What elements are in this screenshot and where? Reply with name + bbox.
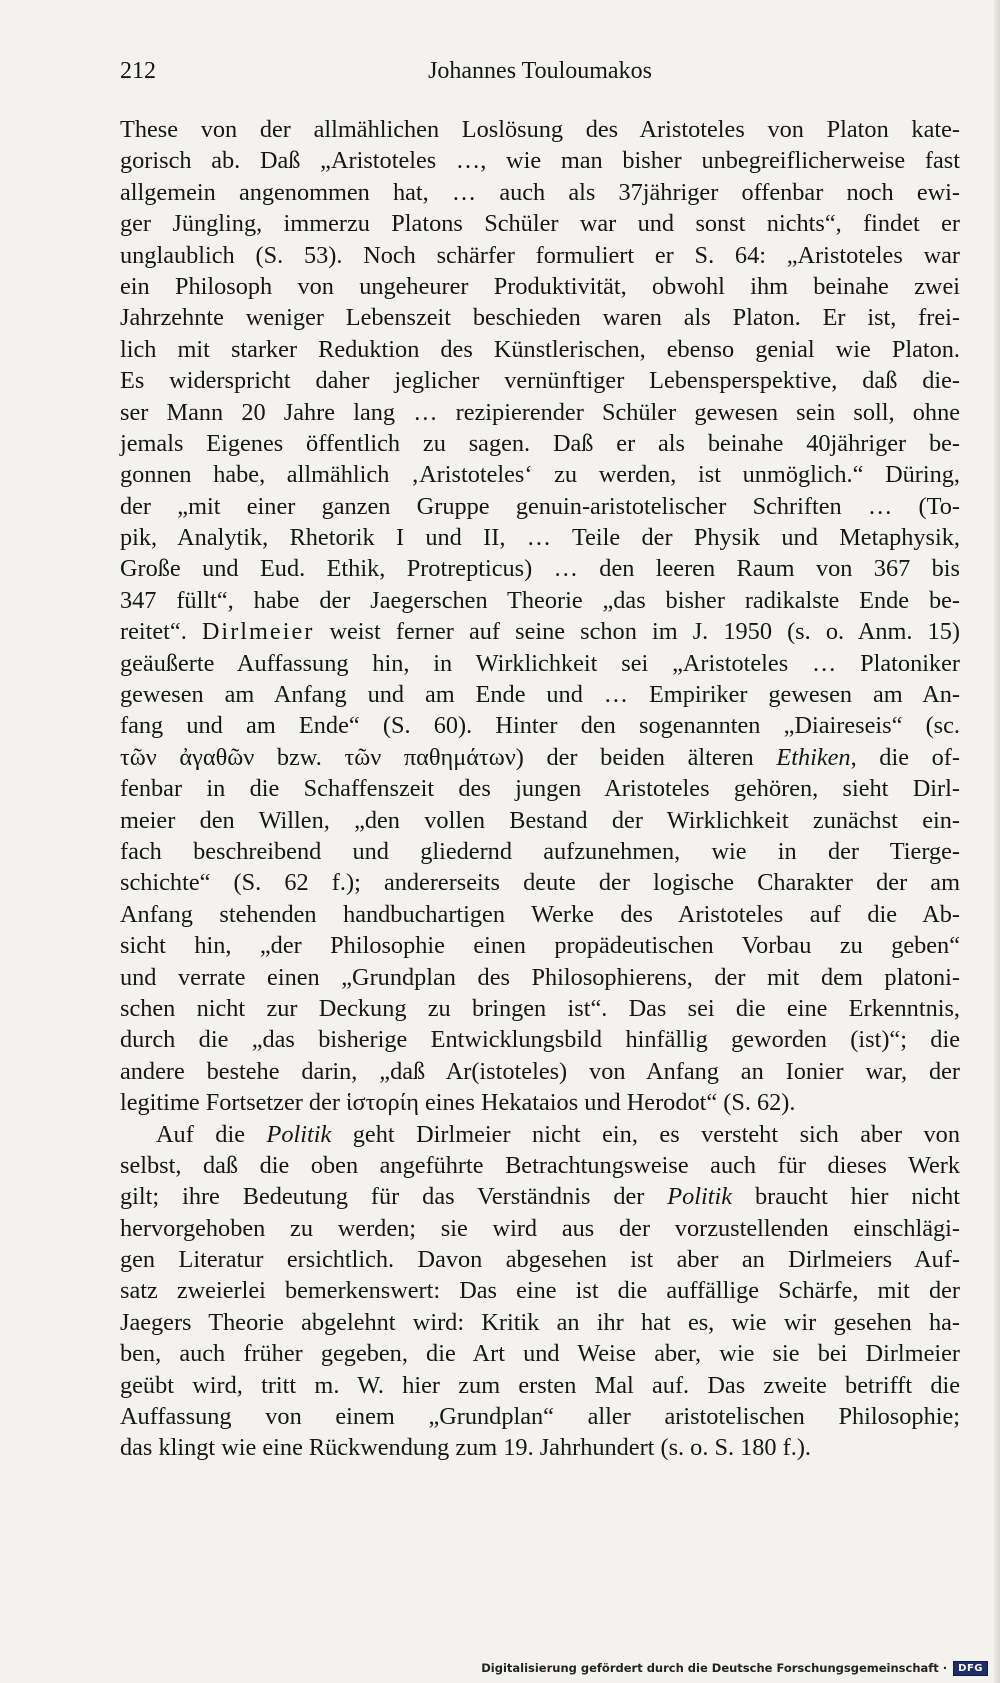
- text-line: ser Mann 20 Jahre lang … rezipierender Schüler gewesen sein soll, ohne: [120, 398, 960, 426]
- text-line: ger Jüngling, immerzu Platons Schüler war und sonst nichts“, findet er: [120, 210, 960, 238]
- text-line: satz zweierlei bemerkenswert: Das eine ist die auffällige Schärfe, mit der: [120, 1277, 960, 1305]
- text-line: gilt; ihre Bedeutung für das Verständnis der Politik braucht hier nicht: [120, 1183, 960, 1211]
- text-line: der „mit einer ganzen Gruppe genuin-aristotelischer Schriften … (To-: [120, 492, 960, 520]
- text-line: pik, Analytik, Rhetorik I und II, … Teile der Physik und Metaphysik,: [120, 524, 960, 552]
- text-line: Auffassung von einem „Grundplan“ aller aristotelischen Philosophie;: [120, 1403, 960, 1431]
- text-line: legitime Fortsetzer der ἱστορίη eines Hekataios und Herodot“ (S. 62).: [120, 1089, 796, 1117]
- body-text: [120, 114, 960, 1464]
- text-line: unglaublich (S. 53). Noch schärfer formuliert er S. 64: „Aristoteles war: [120, 241, 960, 269]
- text-line: gorisch ab. Daß „Aristoteles …, wie man bisher unbegreiflicherweise fast: [120, 147, 960, 175]
- text-line: τῶν ἀγαθῶν bzw. τῶν παθημάτων) der beiden älteren Ethiken, die of-: [120, 743, 960, 771]
- text-line: Auf die Politik geht Dirlmeier nicht ein, es versteht sich aber von: [156, 1120, 960, 1148]
- text-line: hervorgehoben zu werden; sie wird aus der vorzustellenden einschlägi-: [120, 1214, 960, 1242]
- page-header: [120, 58, 960, 94]
- text-line: das klingt wie eine Rückwendung zum 19. Jahrhundert (s. o. S. 180 f.).: [120, 1434, 811, 1462]
- text-line: schen nicht zur Deckung zu bringen ist“. Das sei die eine Erkenntnis,: [120, 994, 960, 1022]
- text-line: fang und am Ende“ (S. 60). Hinter den sogenannten „Diaireseis“ (sc.: [120, 712, 960, 740]
- page-edge-shadow: [994, 0, 1000, 1683]
- text-line: Anfang stehenden handbuchartigen Werke des Aristoteles auf die Ab-: [120, 900, 960, 928]
- text-line: ein Philosoph von ungeheurer Produktivität, obwohl ihm beinahe zwei: [120, 272, 960, 300]
- text-line: reitet“. Dirlmeier weist ferner auf seine schon im J. 1950 (s. o. Anm. 15): [120, 618, 960, 646]
- text-line: Jahrzehnte weniger Lebenszeit beschieden waren als Platon. Er ist, frei-: [120, 304, 960, 332]
- running-head: Johannes Touloumakos: [428, 58, 652, 84]
- text-line: und verrate einen „Grundplan des Philosophierens, der mit dem platoni-: [120, 963, 960, 991]
- text-line: sicht hin, „der Philosophie einen propädeutischen Vorbau zu geben“: [120, 932, 960, 960]
- text-line: gen Literatur ersichtlich. Davon abgesehen ist aber an Dirlmeiers Auf-: [120, 1246, 960, 1274]
- dfg-logo: DFG: [953, 1661, 988, 1676]
- text-line: Jaegers Theorie abgelehnt wird: Kritik an ihr hat es, wie wir gesehen ha-: [120, 1308, 960, 1336]
- text-line: 347 füllt“, habe der Jaegerschen Theorie „das bisher radikalste Ende be-: [120, 586, 960, 614]
- text-line: Große und Eud. Ethik, Protrepticus) … den leeren Raum von 367 bis: [120, 555, 960, 583]
- text-line: geäußerte Auffassung hin, in Wirklichkeit sei „Aristoteles … Platoniker: [120, 649, 960, 677]
- text-line: fach beschreibend und gliedernd aufzunehmen, wie in der Tierge-: [120, 837, 960, 865]
- text-line: durch die „das bisherige Entwicklungsbild hinfällig geworden (ist)“; die: [120, 1026, 960, 1054]
- text-line: selbst, daß die oben angeführte Betrachtungsweise auch für dieses Werk: [120, 1151, 960, 1179]
- text-line: These von der allmählichen Loslösung des Aristoteles von Platon kate-: [120, 116, 960, 143]
- text-line: gewesen am Anfang und am Ende und … Empiriker gewesen am An-: [120, 681, 960, 709]
- text-line: ben, auch früher gegeben, die Art und Weise aber, wie sie bei Dirlmeier: [120, 1340, 960, 1368]
- text-line: allgemein angenommen hat, … auch als 37jähriger offenbar noch ewi-: [120, 178, 960, 206]
- page-number: 212: [120, 58, 156, 84]
- text-line: jemals Eigenes öffentlich zu sagen. Daß er als beinahe 40jähriger be-: [120, 429, 960, 457]
- digitization-footer: [481, 1659, 988, 1677]
- text-line: meier den Willen, „den vollen Bestand der Wirklichkeit zunächst ein-: [120, 806, 960, 834]
- text-line: Es widerspricht daher jeglicher vernünftiger Lebensperspektive, daß die-: [120, 367, 960, 395]
- text-line: fenbar in die Schaffenszeit des jungen Aristoteles gehören, sieht Dirl-: [120, 775, 960, 803]
- text-line: schichte“ (S. 62 f.); andererseits deute der logische Charakter der am: [120, 869, 960, 897]
- footer-credit: Digitalisierung gefördert durch die Deutsche Forschungsgemeinschaft ·: [481, 1661, 948, 1675]
- text-line: geübt wird, tritt m. W. hier zum ersten Mal auf. Das zweite betrifft die: [120, 1371, 960, 1399]
- text-line: lich mit starker Reduktion des Künstlerischen, ebenso genial wie Platon.: [120, 335, 960, 363]
- text-line: andere bestehe darin, „daß Ar(istoteles) von Anfang an Ionier war, der: [120, 1057, 960, 1085]
- text-line: gonnen habe, allmählich ‚Aristoteles‘ zu werden, ist unmöglich.“ Düring,: [120, 461, 960, 489]
